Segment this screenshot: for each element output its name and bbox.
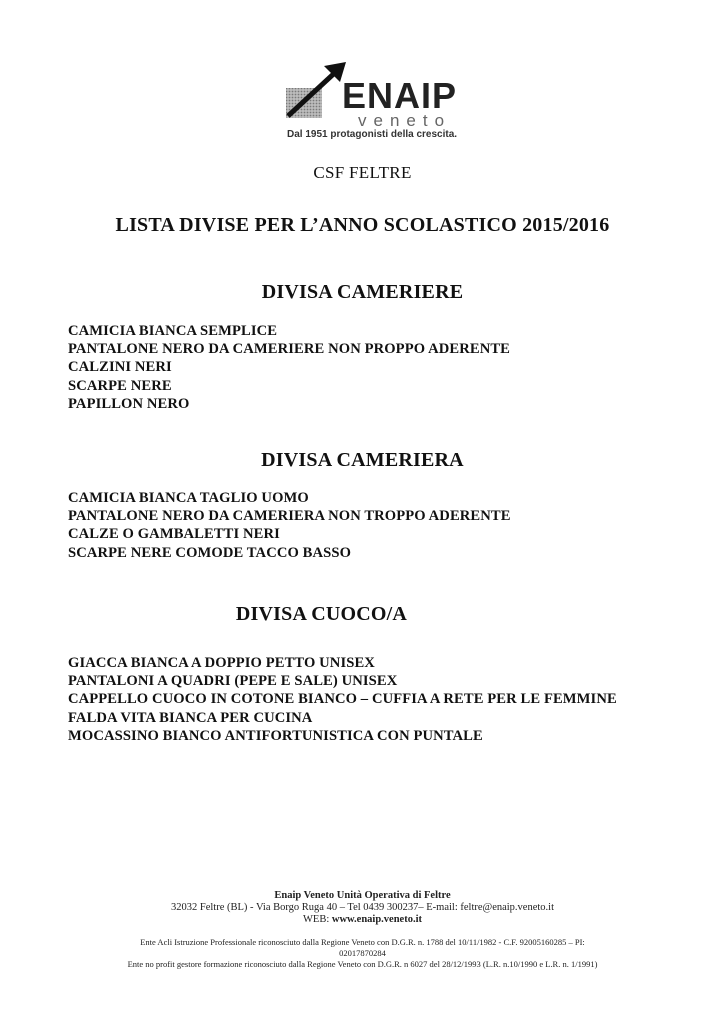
list-item: FALDA VITA BIANCA PER CUCINA	[68, 709, 313, 726]
list-item: CALZE O GAMBALETTI NERI	[68, 526, 280, 543]
footer-web-link[interactable]: www.enaip.veneto.it	[331, 914, 422, 925]
list-item: CALZINI NERI	[68, 359, 172, 376]
list-cuoco	[68, 654, 617, 745]
list-item: PANTALONI A QUADRI (PEPE E SALE) UNISEX	[68, 673, 398, 690]
list-item: CAMICIA BIANCA SEMPLICE	[68, 323, 278, 339]
footer-legal-2: 02017870284	[339, 948, 386, 958]
section-title-cameriere: DIVISA CAMERIERE	[261, 281, 464, 303]
list-item: CAPPELLO CUOCO IN COTONE BIANCO – CUFFIA A RETE PER LE FEMMINE	[68, 691, 617, 708]
list-item: PAPILLON NERO	[68, 395, 190, 412]
footer-org: Enaip Veneto Unità Operativa di Feltre	[274, 890, 451, 901]
section-title-cameriera: DIVISA CAMERIERA	[261, 449, 464, 471]
list-item: SCARPE NERE COMODE TACCO BASSO	[68, 544, 352, 561]
list-item: CAMICIA BIANCA TAGLIO UOMO	[68, 490, 309, 506]
list-item: PANTALONE NERO DA CAMERIERE NON PROPPO ADERENTE	[68, 341, 510, 358]
footer-legal-1: Ente Acli Istruzione Professionale riconosciuto dalla Regione Veneto con D.G.R. n. 1788 del 10/11/1982 - C.F. 92005160285 – PI:	[140, 937, 585, 947]
footer-web-label: WEB:	[303, 914, 332, 925]
section-title-cuoco: DIVISA CUOCO/A	[235, 603, 408, 625]
enaip-logo	[282, 60, 482, 144]
list-item: GIACCA BIANCA A DOPPIO PETTO UNISEX	[68, 655, 375, 671]
footer-web	[0, 914, 725, 925]
list-item: MOCASSINO BIANCO ANTIFORTUNISTICA CON PUNTALE	[68, 727, 483, 744]
list-cameriera	[68, 489, 511, 562]
centre-name: CSF FELTRE	[313, 163, 412, 182]
logo-tagline: Dal 1951 protagonisti della crescita.	[287, 129, 458, 140]
list-cameriere	[68, 322, 510, 413]
footer-address: 32032 Feltre (BL) - Via Borgo Ruga 40 – Tel 0439 300237– E-mail: feltre@enaip.veneto.it	[170, 902, 555, 913]
list-item: PANTALONE NERO DA CAMERIERA NON TROPPO ADERENTE	[68, 508, 511, 525]
logo-sub: veneto	[358, 111, 452, 130]
list-item: SCARPE NERE	[68, 377, 172, 394]
page-title: LISTA DIVISE PER L’ANNO SCOLASTICO 2015/2016	[115, 214, 610, 236]
logo-name: ENAIP	[342, 75, 458, 116]
footer-legal-3: Ente no profit gestore formazione riconosciuto dalla Regione Veneto con D.G.R. n 6027 del 28/12/1993 (L.R. n.10/1990 e L.R. n. 1/1991)	[127, 959, 598, 969]
